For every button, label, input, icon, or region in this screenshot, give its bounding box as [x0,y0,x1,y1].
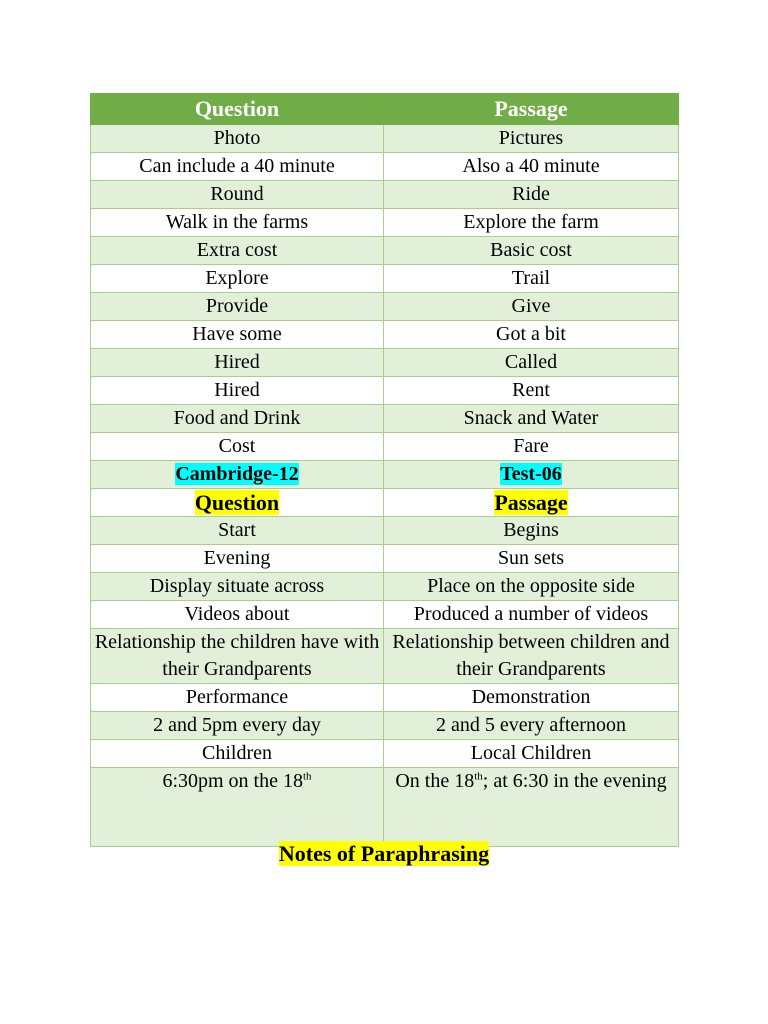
section-question: Question [194,490,280,515]
last-passage-text-post: ; at 6:30 in the evening [482,770,667,792]
passage-cell: Got a bit [384,321,679,349]
table-row [91,405,679,433]
question-cell [91,768,384,847]
last-passage-sup: th [474,770,483,783]
question-cell: Start [91,517,384,545]
table-row [91,629,679,684]
section-passage-cell [384,489,679,517]
question-cell: Display situate across [91,573,384,601]
table-row [91,265,679,293]
passage-cell: Trail [384,265,679,293]
passage-cell: Explore the farm [384,209,679,237]
question-cell: Performance [91,684,384,712]
question-cell: Explore [91,265,384,293]
table-row [91,349,679,377]
passage-cell: Relationship between children and their Grandparents [384,629,679,684]
question-cell: Extra cost [91,237,384,265]
question-cell: Hired [91,349,384,377]
passage-cell: Give [384,293,679,321]
section-title-row [91,461,679,489]
section-passage: Passage [494,490,568,515]
table-row [91,153,679,181]
table-row [91,125,679,153]
section-test-cell [384,461,679,489]
table-row [91,601,679,629]
passage-cell: Rent [384,377,679,405]
question-cell: Evening [91,545,384,573]
table-row [91,377,679,405]
question-cell: Round [91,181,384,209]
table-row [91,740,679,768]
last-question-sup: th [302,770,312,783]
header-question: Question [91,94,384,125]
passage-cell: Demonstration [384,684,679,712]
passage-cell: Pictures [384,125,679,153]
table-header-row [91,94,679,125]
passage-cell: Called [384,349,679,377]
passage-cell: Sun sets [384,545,679,573]
section-header-row [91,489,679,517]
passage-cell: Begins [384,517,679,545]
question-cell: Cost [91,433,384,461]
table-row-last [91,768,679,847]
question-cell: Hired [91,377,384,405]
question-cell: Provide [91,293,384,321]
passage-cell: Local Children [384,740,679,768]
header-passage: Passage [384,94,679,125]
table-row [91,181,679,209]
section-book: Cambridge-12 [175,463,299,485]
table-row [91,573,679,601]
passage-cell: 2 and 5 every afternoon [384,712,679,740]
table-row [91,712,679,740]
table-row [91,321,679,349]
table-row [91,545,679,573]
table-row [91,293,679,321]
passage-cell: Produced a number of videos [384,601,679,629]
table-row [91,433,679,461]
question-cell: Relationship the children have with their Grandparents [91,629,384,684]
table-row [91,684,679,712]
passage-cell: Place on the opposite side [384,573,679,601]
question-cell: Photo [91,125,384,153]
notes-caption [0,840,768,868]
question-cell: Can include a 40 minute [91,153,384,181]
table-row [91,209,679,237]
passage-cell: Ride [384,181,679,209]
section-question-cell [91,489,384,517]
passage-cell: Fare [384,433,679,461]
passage-cell: Also a 40 minute [384,153,679,181]
notes-title: Notes of Paraphrasing [278,841,490,866]
question-cell: Have some [91,321,384,349]
passage-cell: Snack and Water [384,405,679,433]
section-test: Test-06 [500,463,562,485]
last-question-text: 6:30pm on the 18 [162,770,303,792]
question-cell: 2 and 5pm every day [91,712,384,740]
table-row [91,237,679,265]
passage-cell: Basic cost [384,237,679,265]
question-cell: Food and Drink [91,405,384,433]
table-row [91,517,679,545]
question-cell: Children [91,740,384,768]
question-cell: Videos about [91,601,384,629]
passage-cell [384,768,679,847]
paraphrase-table [90,93,679,847]
question-cell: Walk in the farms [91,209,384,237]
last-passage-text: On the 18 [395,770,475,792]
section-book-cell [91,461,384,489]
